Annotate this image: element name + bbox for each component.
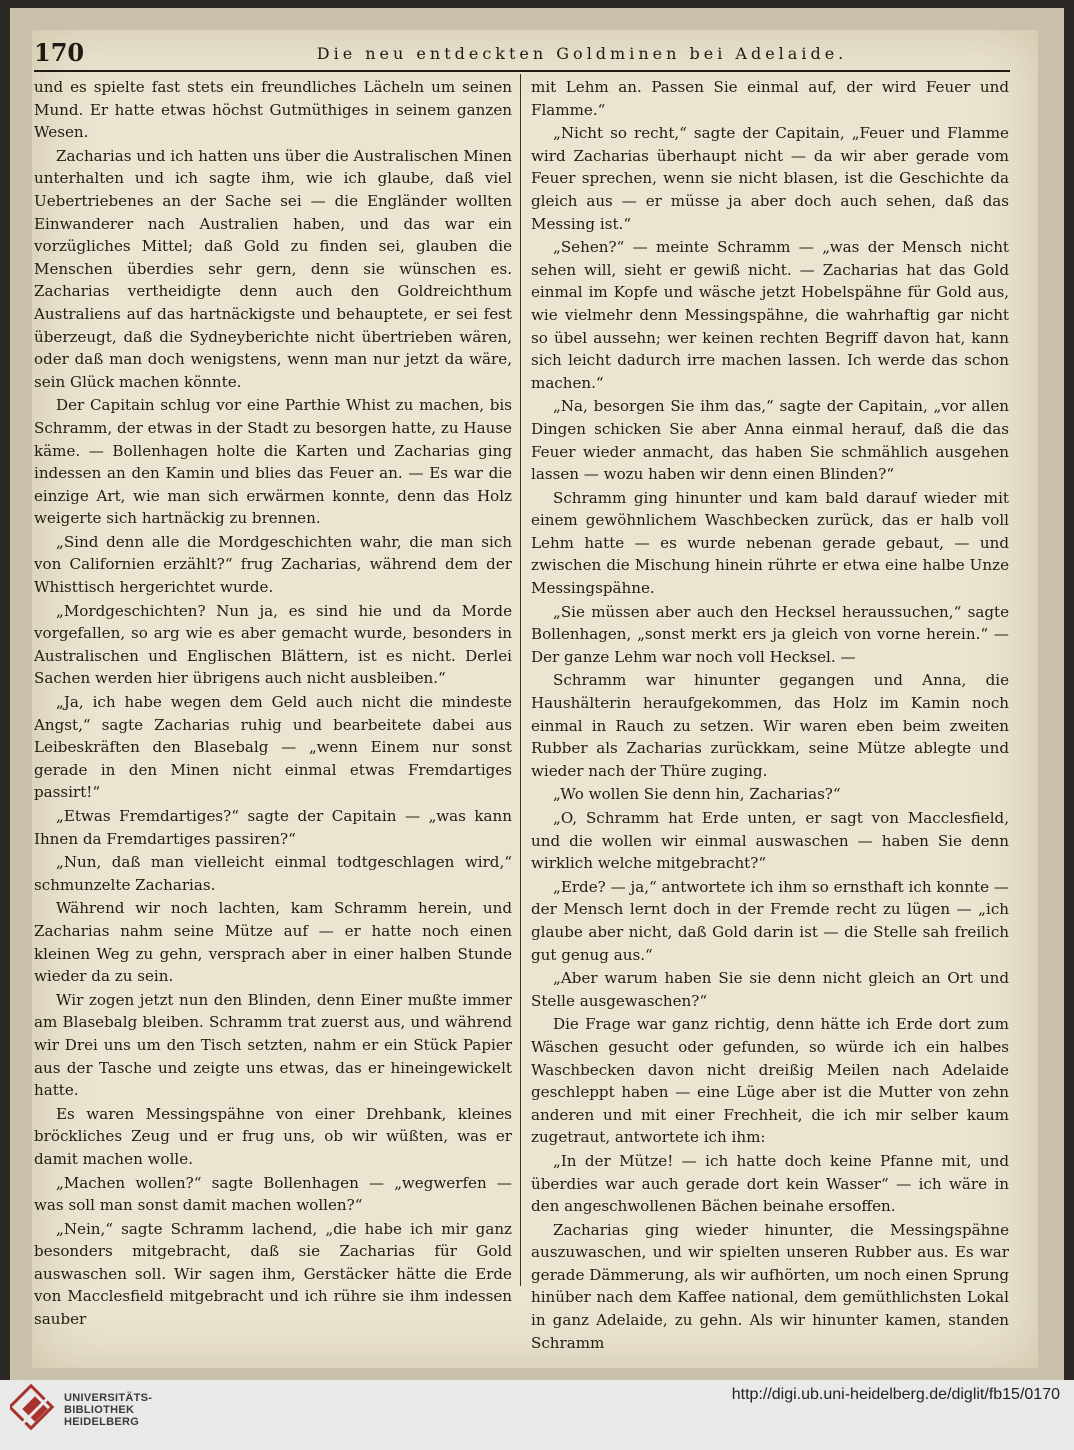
paragraph: „Wo wollen Sie denn hin, Zacharias?“ [553,785,841,804]
paragraph: Während wir noch lachten, kam Schramm herein, und Zacharias nahm seine Mütze auf — er hatte noch einen kleinen Weg zu gehn, versprach aber in einer halben Stunde wieder da zu sein. [34,899,512,986]
paragraph: „Erde? — ja,“ antwortete ich ihm so ernsthaft ich konnte — der Mensch lernt doch in der Fremde recht zu lügen — „ich glaube aber nicht, daß Gold darin ist — die Stelle sah freilich gut genug aus.“ [531,877,1009,964]
library-name-line: BIBLIOTHEK [64,1404,135,1416]
paragraph: „Etwas Fremdartiges?“ sagte der Capitain — „was kann Ihnen da Fremdartiges passiren?“ [34,807,512,848]
paragraph: und es spielte fast stets ein freundliches Lächeln um seinen Mund. Er hatte etwas höchst Gutmüthiges in seinem ganzen Wesen. [34,78,512,142]
page-number: 170 [34,38,85,67]
paragraph: „O, Schramm hat Erde unten, er sagt von Macclesfield, und die wollen wir einmal auswaschen — haben Sie denn wirklich welche mitgebracht?“ [531,809,1009,873]
paragraph: „Nein,“ sagte Schramm lachend, „die habe ich mir ganz besonders mitgebracht, daß sie Zacharias für Gold auswaschen soll. Wir sagen ihm, Gerstäcker hätte die Erde von Macclesfield mitgebracht und ich rühre sie ihm indessen sauber [34,1219,512,1329]
paragraph: „Mordgeschichten? Nun ja, es sind hie und da Morde vorgefallen, so arg wie es aber gemacht wurde, besonders in Australischen und Englischen Blättern, ist es nicht. Derlei Sachen werden hier übrigens auch nicht ausbleiben.“ [34,601,512,688]
paragraph: „Machen wollen?“ sagte Bollenhagen — „wegwerfen — was soll man sonst damit machen wollen?“ [34,1173,512,1215]
library-footer [0,1380,1074,1450]
paragraph: Die Frage war ganz richtig, denn hätte ich Erde dort zum Wäschen gesucht oder gefunden, so würde ich ein halbes Waschbecken davon nicht dreißig Meilen nach Adelaide geschleppt haben — eine Lüge aber ist die Mutter von zehn anderen und mit einer Frechheit, die ich mir selber kaum zugetraut, antwortete ich ihm: [531,1015,1009,1147]
paragraph: Zacharias ging wieder hinunter, die Messingspähne auszuwaschen, und wir spielten unseren Rubber aus. Es war gerade Dämmerung, als wir aufhörten, um noch einen Sprung hinüber nach dem Kaffee national, dem gemüthlichsten Lokal in ganz Adelaide, zu gehn. Als wir hinunter kamen, standen Schramm [531,1220,1009,1352]
paragraph: „Na, besorgen Sie ihm das,“ sagte der Capitain, „vor allen Dingen schicken Sie aber Anna einmal herauf, daß die das Feuer wieder anmacht, das haben Sie schmählich ausgehen lassen — wozu haben wir denn einen Blinden?“ [531,397,1009,484]
right-column [531,76,1009,1355]
page-header [34,38,1010,72]
library-logo-icon [10,1382,60,1438]
paragraph: Wir zogen jetzt nun den Blinden, denn Einer mußte immer am Blasebalg bleiben. Schramm trat zuerst aus, und während wir Drei uns um den Tisch setzten, nahm er ein Stück Papier aus der Tasche und zeigte uns etwas, das er hineingewickelt hatte. [34,990,512,1100]
paragraph: Schramm war hinunter gegangen und Anna, die Haushälterin heraufgekommen, das Holz im Kamin noch einmal in Rauch zu setzen. Wir waren eben beim zweiten Rubber als Zacharias zurückkam, seine Mütze ablegte und wieder nach der Thüre zuging. [531,671,1009,780]
paragraph: „Nun, daß man vielleicht einmal todtgeschlagen wird,“ schmunzelte Zacharias. [34,853,512,894]
library-name-line: HEIDELBERG [64,1416,140,1428]
library-name-line: UNIVERSITÄTS- [64,1392,153,1404]
library-name [64,1392,152,1428]
paragraph: „Sehen?“ — meinte Schramm — „was der Mensch nicht sehen will, sieht er gewiß nicht. — Zacharias hat das Gold einmal im Kopfe und wäsche jetzt Hobelspähne für Gold aus, wie vielmehr denn Messingspähne, die wahrhaftig gar nicht so übel aussehn; wer keinen rechten Begriff davon hat, kann sich leicht dadurch irre machen lassen. Ich werde das schon machen.“ [531,238,1009,392]
column-divider [520,74,521,1286]
paragraph: Zacharias und ich hatten uns über die Australischen Minen unterhalten und ich sagte ihm, wie ich glaube, daß viel Uebertriebenes an der Sache sei — die Engländer wollten Einwanderer nach Australien haben, und das war ein vorzügliches Mittel; daß Gold zu finden sei, glauben die Menschen überdies sehr gern, denn sie wünschen es. Zacharias vertheidigte denn auch den Goldreichthum Australiens auf das hartnäckigste und behauptete, er sei fest überzeugt, daß die Sydneyberichte nicht übertrieben wären, oder daß man doch wenigstens, wenn man nur jetzt da wäre, sein Glück machen könnte. [34,146,512,391]
paragraph: „In der Mütze! — ich hatte doch keine Pfanne mit, und überdies war auch gerade dort kein Wasser“ — ich wäre in den angeschwollenen Bächen beinahe ersoffen. [531,1151,1009,1216]
paragraph: Es waren Messingspähne von einer Drehbank, kleines bröckliches Zeug und er frug uns, ob wir wüßten, was er damit machen wolle. [34,1104,512,1168]
paragraph: „Sie müssen aber auch den Hecksel heraussuchen,“ sagte Bollenhagen, „sonst merkt ers ja gleich von vorne herein.“ — Der ganze Lehm war noch voll Hecksel. — [531,602,1009,666]
permalink[interactable]: http://digi.ub.uni-heidelberg.de/diglit/fb15/0170 [731,1386,1060,1403]
running-title: Die neu entdeckten Goldminen bei Adelaide. [316,44,848,63]
paragraph: mit Lehm an. Passen Sie einmal auf, der wird Feuer und Flamme.“ [531,78,1009,119]
paragraph: Schramm ging hinunter und kam bald darauf wieder mit einem gewöhnlichem Waschbecken zurück, das er halb voll Lehm hatte — es wurde nebenan gerade gebaut, — und zwischen die Mischung hinein rührte er etwa eine halbe Unze Messingspähne. [531,488,1009,598]
paragraph: „Sind denn alle die Mordgeschichten wahr, die man sich von Californien erzählt?“ frug Zacharias, während dem der Whisttisch hergerichtet wurde. [34,532,512,597]
paragraph: „Nicht so recht,“ sagte der Capitain, „Feuer und Flamme wird Zacharias überhaupt nicht — da wir aber gerade vom Feuer sprechen, wenn sie nicht blasen, ist die Geschichte da gleich aus — er müsse ja aber doch auch sehen, daß das Messing ist.“ [531,124,1009,233]
left-column [34,76,512,1332]
paragraph: Der Capitain schlug vor eine Parthie Whist zu machen, bis Schramm, der etwas in der Stadt zu besorgen hatte, zu Hause käme. — Bollenhagen holte die Karten und Zacharias ging indessen an den Kamin und blies das Feuer an. — Es war die einzige Art, wie man sich erwärmen konnte, denn das Holz weigerte sich hartnäckig zu brennen. [34,396,512,528]
paragraph: „Ja, ich habe wegen dem Geld auch nicht die mindeste Angst,“ sagte Zacharias ruhig und bearbeitete dabei aus Leibeskräften den Blasebalg — „wenn Einem nur sonst gerade in den Minen nicht einmal etwas Fremdartiges passirt!“ [34,693,512,802]
paragraph: „Aber warum haben Sie sie denn nicht gleich an Ort und Stelle ausgewaschen?“ [531,969,1009,1010]
